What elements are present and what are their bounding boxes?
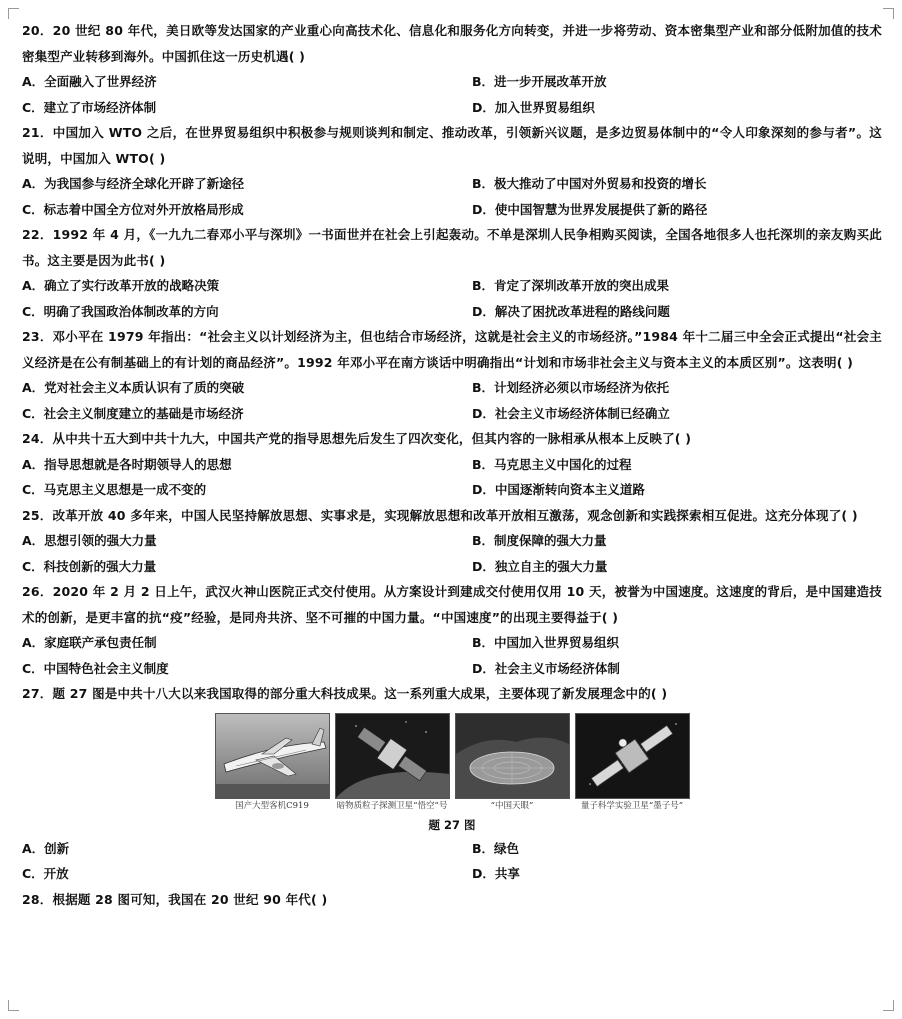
satellite-wukong-icon xyxy=(335,713,450,799)
figure-caption: 暗物质粒子探测卫星“悟空”号 xyxy=(336,800,448,811)
question-28 xyxy=(22,887,882,913)
question-22 xyxy=(22,222,882,324)
question-stem: 23．邓小平在 1979 年指出：“社会主义以计划经济为主，但也结合市场经济，这就是社会主义的市场经济。”1984 年十二届三中全会正式提出“社会主义经济是在公有制基础上的有计划的商品经济”。1992 年邓小平在南方谈话中明确指出“计划和市场非社会主义与资本主义的本质区别”。这表明( ) xyxy=(22,329,882,370)
option-d: D．共享 xyxy=(472,866,520,881)
satellite-mozi-icon xyxy=(575,713,690,799)
option-a: A．创新 xyxy=(22,840,70,856)
question-stem: 21．中国加入 WTO 之后，在世界贸易组织中积极参与规则谈判和制定、推动改革，引领新兴议题，是多边贸易体制中的“令人印象深刻的参与者”。这说明，中国加入 WTO( ) xyxy=(22,125,882,166)
question-26 xyxy=(22,579,882,681)
option-a: A．为我国参与经济全球化开辟了新途径 xyxy=(22,176,245,191)
crop-mark xyxy=(883,1000,894,1011)
option-grid xyxy=(22,528,882,579)
option-d: D．社会主义市场经济体制已经确立 xyxy=(472,405,670,421)
question-stem: 25．改革开放 40 多年来，中国人民坚持解放思想、实事求是，实现解放思想和改革开放相互激荡，观念创新和实践探索相互促进。这充分体现了( ) xyxy=(22,507,858,523)
crop-mark xyxy=(883,8,894,19)
option-d: D．解决了困扰改革进程的路线问题 xyxy=(472,303,670,319)
option-b: B．中国加入世界贸易组织 xyxy=(472,635,620,650)
crop-mark xyxy=(8,1000,19,1011)
option-grid xyxy=(22,69,882,120)
option-grid xyxy=(22,375,882,426)
question-stem: 27．题 27 图是中共十八大以来我国取得的部分重大科技成果。这一系列重大成果，主要体现了新发展理念中的( ) xyxy=(22,686,668,701)
question-stem: 22．1992 年 4 月，《一九九二春邓小平与深圳》一书面世并在社会上引起轰动。不单是深圳人民争相购买阅读，全国各地很多人也托深圳的亲友购买此书。这主要是因为此书( ) xyxy=(22,227,882,268)
question-20 xyxy=(22,18,882,120)
figure-panel xyxy=(215,713,329,812)
crop-mark xyxy=(8,8,19,19)
question-24 xyxy=(22,426,882,503)
option-b: B．进一步开展改革开放 xyxy=(472,74,607,89)
question-stem: 28．根据题 28 图可知，我国在 20 世纪 90 年代( ) xyxy=(22,891,328,907)
question-list xyxy=(22,18,882,912)
question-23 xyxy=(22,324,882,426)
option-grid xyxy=(22,836,882,887)
option-a: A．家庭联产承包责任制 xyxy=(22,635,157,650)
figure-caption: “中国天眼” xyxy=(490,800,534,811)
airplane-icon xyxy=(215,713,330,799)
option-b: B．肯定了深圳改革开放的突出成果 xyxy=(472,278,670,293)
radio-telescope-icon xyxy=(455,713,570,799)
option-a: A．确立了实行改革开放的战略决策 xyxy=(22,278,220,293)
option-grid xyxy=(22,452,882,503)
question-21 xyxy=(22,120,882,222)
option-grid xyxy=(22,273,882,324)
option-c: C．科技创新的强大力量 xyxy=(22,558,157,574)
option-c: C．标志着中国全方位对外开放格局形成 xyxy=(22,201,244,217)
option-d: D．中国逐渐转向资本主义道路 xyxy=(472,482,645,497)
option-c: C．马克思主义思想是一成不变的 xyxy=(22,482,207,497)
figure-caption: 国产大型客机C919 xyxy=(235,800,309,811)
figure-panel xyxy=(335,713,449,812)
option-a: A．党对社会主义本质认识有了质的突破 xyxy=(22,380,245,395)
option-d: D．独立自主的强大力量 xyxy=(472,558,608,574)
option-c: C．建立了市场经济体制 xyxy=(22,99,157,115)
option-d: D．加入世界贸易组织 xyxy=(472,99,595,115)
figure-27 xyxy=(22,713,882,812)
option-a: A．思想引领的强大力量 xyxy=(22,533,157,548)
option-b: B．极大推动了中国对外贸易和投资的增长 xyxy=(472,176,707,191)
figure-title: 题 27 图 xyxy=(428,817,476,832)
option-d: D．使中国智慧为世界发展提供了新的路径 xyxy=(472,201,708,217)
option-grid xyxy=(22,630,882,681)
question-stem: 26．2020 年 2 月 2 日上午，武汉火神山医院正式交付使用。从方案设计到建成交付使用仅用 10 天，被誉为中国速度。这速度的背后，是中国建造技术的创新，是更丰富的抗“疫”经验，是同舟共济、坚不可摧的中国力量。“中国速度”的出现主要得益于( ) xyxy=(22,584,882,625)
option-b: B．绿色 xyxy=(472,840,520,856)
option-c: C．中国特色社会主义制度 xyxy=(22,660,169,676)
option-a: A．指导思想就是各时期领导人的思想 xyxy=(22,456,232,472)
question-25 xyxy=(22,503,882,580)
option-b: B．制度保障的强大力量 xyxy=(472,533,607,548)
option-c: C．社会主义制度建立的基础是市场经济 xyxy=(22,405,244,421)
question-stem: 24．从中共十五大到中共十九大，中国共产党的指导思想先后发生了四次变化，但其内容的一脉相承从根本上反映了( ) xyxy=(22,431,692,446)
figure-panel xyxy=(575,713,689,812)
option-a: A．全面融入了世界经济 xyxy=(22,74,157,89)
question-27 xyxy=(22,681,882,887)
option-b: B．计划经济必须以市场经济为依托 xyxy=(472,380,670,395)
option-d: D．社会主义市场经济体制 xyxy=(472,660,620,676)
option-c: C．开放 xyxy=(22,866,69,881)
question-stem: 20．20 世纪 80 年代，美日欧等发达国家的产业重心向高技术化、信息化和服务化方向转变，并进一步将劳动、资本密集型产业和部分低附加值的技术密集型产业转移到海外。中国抓住这一历史机遇( ) xyxy=(22,23,882,64)
figure-caption: 量子科学实验卫星“墨子号” xyxy=(580,800,684,811)
option-b: B．马克思主义中国化的过程 xyxy=(472,456,632,472)
option-grid xyxy=(22,171,882,222)
option-c: C．明确了我国政治体制改革的方向 xyxy=(22,303,219,319)
figure-panel xyxy=(455,713,569,812)
